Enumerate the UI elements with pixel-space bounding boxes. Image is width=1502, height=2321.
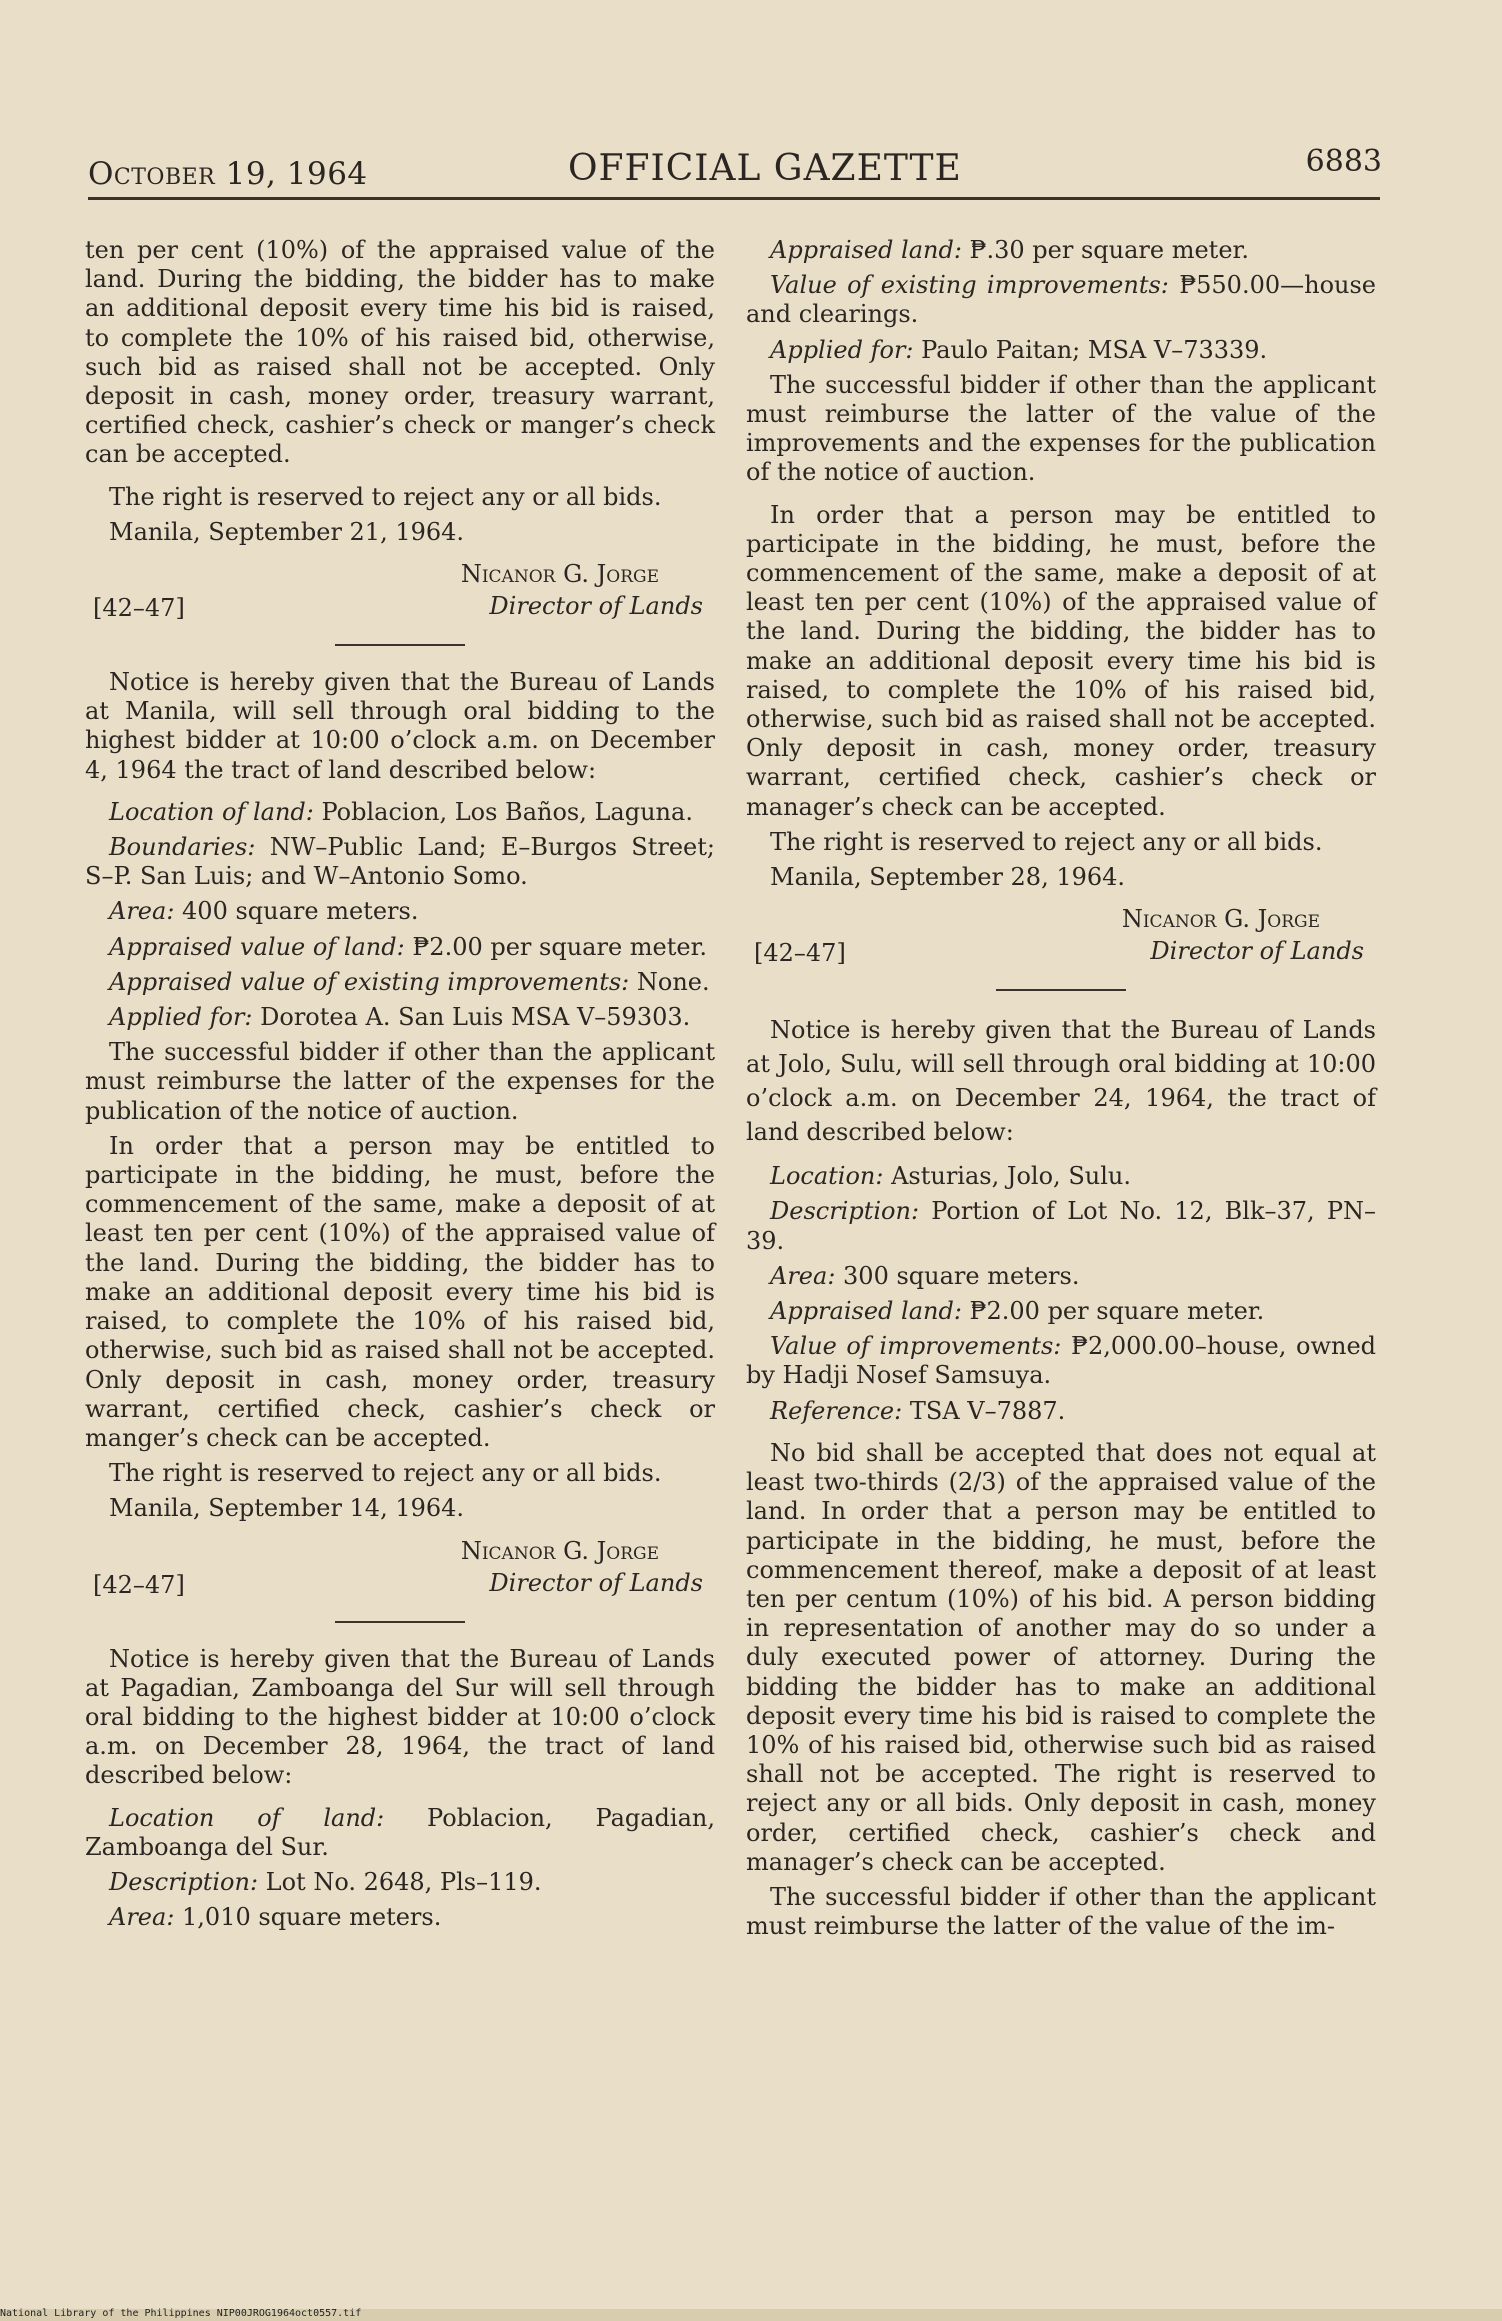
signatory-name: Nicanor G. Jorge (460, 1536, 659, 1565)
field-value: ₱2.00 per square meter. (961, 1297, 1265, 1326)
field-value: Portion of Lot No. 12, Blk–37, PN–39. (746, 1197, 1376, 1255)
page-number: 6883 (1305, 144, 1382, 179)
field-area (85, 897, 715, 926)
field-appraised-land (746, 1297, 1376, 1326)
dateline: Manila, September 14, 1964. (109, 1494, 465, 1523)
field-area (746, 1262, 1376, 1291)
issue-reference: [42–47] (93, 1570, 185, 1599)
field-value: None. (629, 967, 710, 996)
paragraph: The successful bidder if other than the applicant must reimburse the latter of the expenses for the publication of the notice of auction. (85, 1038, 715, 1125)
field-location (85, 798, 715, 827)
signature-block (85, 560, 715, 626)
field-value: ₱550.00—house and clearings. (746, 271, 1376, 329)
field-applied-for (746, 336, 1376, 365)
paragraph: The successful bidder if other than the applicant must reimburse the latter of the value of the improvements and the expenses for the publication of the notice of auction. (746, 370, 1376, 487)
page-header (88, 144, 1382, 198)
signatory-title: Director of Lands (489, 592, 703, 621)
signatory-name: Nicanor G. Jorge (1121, 905, 1320, 934)
field-label: Appraised land: (770, 1297, 962, 1326)
paragraph: No bid shall be accepted that does not equal at least two-thirds (2/3) of the appraised value of the land. In order that a person may be entitled to participate in the bidding, he must, before the commencement thereof, make a deposit of at least ten per centum (10%) of his bid. A person bidding in representation of another may do so under a duly executed power of attorney. During the bidding the bidder has to make an additional deposit every time his bid is raised to complete the 10% of his raised bid, otherwise such bid as raised shall not be accepted. The right is reserved to reject any or all bids. Only deposit in cash, money order, certified check, cashier’s check and manager’s check can be accepted. (746, 1438, 1376, 1876)
section-divider (335, 1621, 465, 1623)
field-appraised-land (746, 236, 1376, 265)
field-label: Location: (770, 1162, 884, 1191)
field-value: 400 square meters. (174, 897, 419, 926)
signature-block (85, 1537, 715, 1603)
field-label: Reference: (770, 1396, 903, 1425)
field-value: TSA V–7887. (902, 1396, 1066, 1425)
scan-footer: National Library of the Philippines NIP00JROG1964oct0557.tif (0, 2308, 362, 2319)
field-location (85, 1804, 715, 1862)
field-label: Value of improvements: (770, 1332, 1062, 1361)
notice-intro: Notice is hereby given that the Bureau of Lands at Manila, will sell through oral bidding to the highest bidder at 10:00 o’clock a.m. on December 4, 1964 the tract of land described below: (85, 668, 715, 784)
paragraph: In order that a person may be entitled to participate in the bidding, he must, before the commencement of the same, make a deposit of at least ten per cent (10%) of the appraised value of the land. During the bidding, the bidder has to make an additional deposit every time his bid is raised, to complete the 10% of his raised bid, otherwise, such bid as raised shall not be accepted. Only deposit in cash, money order, treasury warrant, certified check, cashier’s check or manger’s check can be accepted. (85, 1131, 715, 1452)
field-value: Asturias, Jolo, Sulu. (883, 1162, 1131, 1191)
paragraph: In order that a person may be entitled to participate in the bidding, he must, before the commencement of the same, make a deposit of at least ten per cent (10%) of the appraised value of the land. During the bidding, the bidder has to make an additional deposit every time his bid is raised, to complete the 10% of his raised bid, otherwise, such bid as raised shall not be accepted. Only deposit in cash, money order, treasury warrant, certified check, cashier’s check or manager’s check can be accepted. (746, 500, 1376, 821)
header-title: OFFICIAL GAZETTE (568, 148, 962, 189)
section-divider (335, 644, 465, 646)
field-appraised-value (85, 933, 715, 962)
signatory-title: Director of Lands (1150, 937, 1364, 966)
field-value: Dorotea A. San Luis MSA V–59303. (252, 1003, 691, 1032)
field-description (746, 1197, 1376, 1255)
field-label: Location of land: (109, 797, 314, 826)
field-label: Area: (770, 1261, 836, 1290)
notice-intro: Notice is hereby given that the Bureau of Lands at Jolo, Sulu, will sell through oral bidding at 10:00 o’clock a.m. on December 24, 1964, the tract of land described below: (746, 1016, 1376, 1147)
field-label: Location of land: (109, 1803, 385, 1832)
field-value: Lot No. 2648, Pls–119. (258, 1867, 542, 1896)
field-value: 300 square meters. (835, 1261, 1080, 1290)
field-area (85, 1903, 715, 1932)
field-label: Appraised value of land: (109, 932, 405, 961)
issue-reference: [42–47] (754, 939, 846, 968)
notice-intro: Notice is hereby given that the Bureau of Lands at Pagadian, Zamboanga del Sur will sell through oral bidding to the highest bidder at 10:00 o’clock a.m. on December 28, 1964, the tract of land described below: (85, 1644, 715, 1790)
section-divider (996, 989, 1126, 991)
field-value: ₱2,000.00–house, owned by Hadji Nosef Samsuya. (746, 1332, 1377, 1390)
field-label: Description: (770, 1197, 920, 1226)
signatory-name: Nicanor G. Jorge (460, 560, 659, 589)
field-applied-for (85, 1003, 715, 1032)
field-value: ₱2.00 per square meter. (404, 932, 708, 961)
left-column (85, 236, 715, 1938)
field-improvements (746, 1332, 1376, 1390)
field-description (85, 1868, 715, 1897)
field-value: NW–Public Land; E–Burgos Street; S–P. San Luis; and W–Antonio Somo. (85, 833, 715, 891)
header-date: October 19, 1964 (88, 156, 368, 192)
paragraph: The right is reserved to reject any or all bids. (109, 1459, 662, 1488)
dateline: Manila, September 21, 1964. (109, 517, 465, 546)
field-label: Appraised land: (770, 236, 962, 264)
field-label: Appraised value of existing improvements: (109, 967, 630, 996)
field-value: Poblacion, Pagadian, Zamboanga del Sur. (85, 1803, 715, 1861)
field-location (746, 1162, 1376, 1191)
field-label: Value of existing improvements: (770, 271, 1169, 300)
paragraph: The right is reserved to reject any or all bids. (770, 827, 1323, 856)
paragraph: The successful bidder if other than the applicant must reimburse the latter of the value of the im- (746, 1882, 1376, 1941)
paragraph: The right is reserved to reject any or all bids. (109, 482, 662, 511)
field-improvements (746, 271, 1376, 329)
field-label: Area: (109, 1903, 175, 1932)
field-label: Boundaries: (109, 833, 256, 862)
header-rule (88, 197, 1380, 200)
field-reference (746, 1397, 1376, 1426)
field-label: Area: (109, 897, 175, 926)
right-column (746, 236, 1376, 1947)
signature-block (746, 905, 1376, 971)
dateline: Manila, September 28, 1964. (770, 863, 1126, 892)
field-value: Paulo Paitan; MSA V–73339. (913, 335, 1268, 364)
field-value: ₱.30 per square meter. (961, 236, 1249, 264)
field-value: 1,010 square meters. (174, 1903, 442, 1932)
issue-reference: [42–47] (93, 594, 185, 623)
field-improvements (85, 968, 715, 997)
field-value: Poblacion, Los Baños, Laguna. (313, 797, 693, 826)
field-label: Applied for: (109, 1003, 253, 1032)
field-label: Description: (109, 1867, 259, 1896)
field-boundaries (85, 833, 715, 891)
paragraph: ten per cent (10%) of the appraised value of the land. During the bidding, the bidder has to make an additional deposit every time his bid is raised, to complete the 10% of his raised bid, otherwise, such bid as raised shall not be accepted. Only deposit in cash, money order, treasury warrant, certified check, cashier’s check or manger’s check can be accepted. (85, 236, 715, 469)
field-label: Applied for: (770, 335, 914, 364)
signatory-title: Director of Lands (489, 1568, 703, 1597)
